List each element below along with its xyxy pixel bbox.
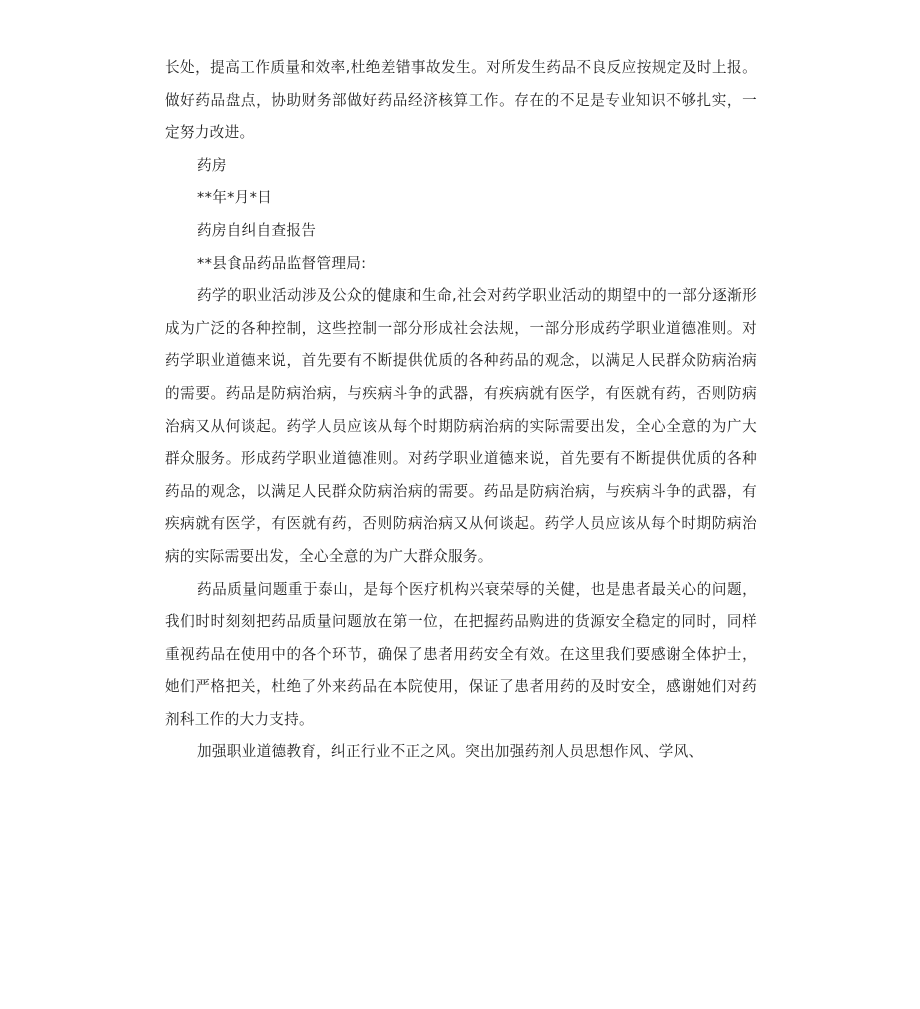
paragraph-ethics-education: 加强职业道德教育，纠正行业不正之风。突出加强药剂人员思想作风、学风、: [197, 743, 704, 761]
department-signature: 药房: [197, 156, 227, 174]
paragraph-drug-quality: 药品质量问题重于泰山，是每个医疗机构兴衰荣辱的关健，也是患者最关心的问题，我们时时刻刻把药品质量问题放在第一位，在把握药品购进的货源安全稳定的同时，同样重视药品在使用中的各个环节，确保了患者用药安全有效。在这里我们要感谢全体护士，她们严格把关，杜绝了外来药品在本院使用，保证了患者用药的及时安全，感谢她们对药剂科工作的大力支持。: [165, 580, 757, 728]
report-addressee: **县食品药品监督管理局:: [197, 254, 367, 272]
paragraph-continuation: 长处，提高工作质量和效率,杜绝差错事故发生。对所发生药品不良反应按规定及时上报。做好药品盘点，协助财务部做好药品经济核算工作。存在的不足是专业知识不够扎实，一定努力改进。: [165, 59, 757, 142]
document-body: [165, 52, 757, 769]
paragraph-professional-ethics: 药学的职业活动涉及公众的健康和生命,社会对药学职业活动的期望中的一部分逐渐形成为广泛的各种控制，这些控制一部分形成社会法规，一部分形成药学职业道德准则。对药学职业道德来说，首先要有不断提供优质的各种药品的观念，以满足人民群众防病治病的需要。药品是防病治病，与疾病斗争的武器，有疾病就有医学，有医就有药，否则防病治病又从何谈起。药学人员应该从每个时期防病治病的实际需要出发，全心全意的为广大群众服务。形成药学职业道德准则。对药学职业道德来说，首先要有不断提供优质的各种药品的观念，以满足人民群众防病治病的需要。药品是防病治病，与疾病斗争的武器，有疾病就有医学，有医就有药，否则防病治病又从何谈起。药学人员应该从每个时期防病治病的实际需要出发，全心全意的为广大群众服务。: [165, 287, 757, 565]
signature-date: **年*月*日: [197, 189, 273, 207]
report-title: 药房自纠自查报告: [197, 221, 317, 239]
